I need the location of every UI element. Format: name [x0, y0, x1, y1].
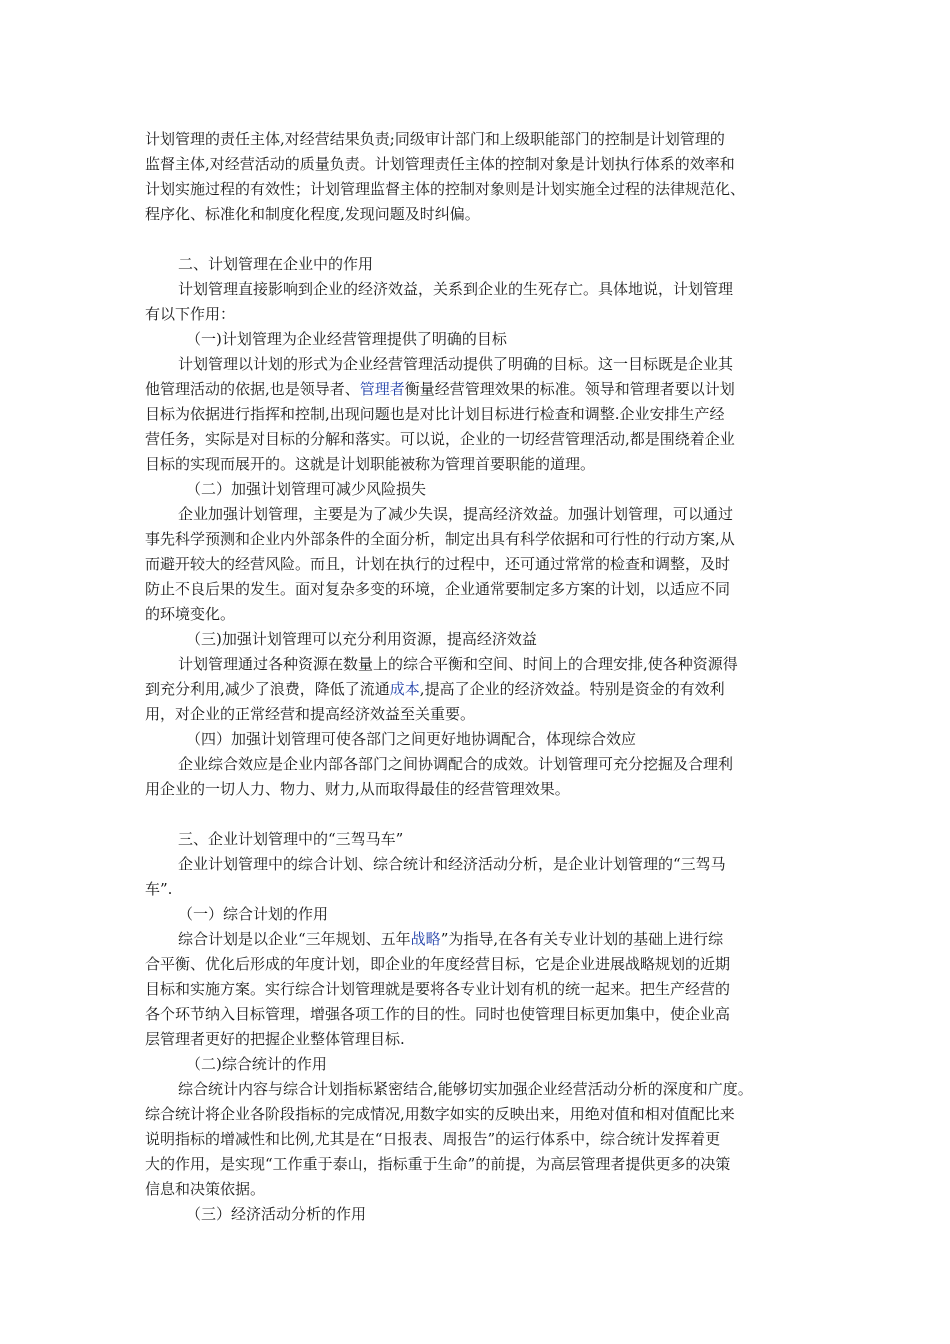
paragraph-line: 计划管理以计划的形式为企业经营管理活动提供了明确的目标。这一目标既是企业其 — [178, 355, 734, 373]
paragraph-line: 事先科学预测和企业内外部条件的全面分析，制定出具有科学依据和可行性的行动方案,从 — [145, 530, 735, 548]
subsection-heading: （二)综合统计的作用 — [186, 1055, 327, 1073]
link-cost[interactable]: 成本 — [389, 680, 420, 698]
subsection-heading: （三）经济活动分析的作用 — [186, 1205, 367, 1223]
paragraph-line: 有以下作用： — [145, 305, 236, 323]
paragraph-line: 营任务，实际是对目标的分解和落实。可以说，企业的一切经营管理活动,都是围绕着企业 — [145, 430, 735, 448]
paragraph-line: 的环境变化。 — [145, 605, 236, 623]
paragraph-line: 车”. — [145, 880, 173, 898]
link-strategy[interactable]: 战略 — [410, 930, 441, 948]
paragraph-line: 目标的实现而展开的。这就是计划职能被称为管理首要职能的道理。 — [145, 455, 596, 473]
paragraph-line: 大的作用，是实现“工作重于泰山，指标重于生命”的前提，为高层管理者提供更多的决策 — [145, 1155, 731, 1173]
paragraph-line: 用企业的一切人力、物力、财力,从而取得最佳的经营管理效果。 — [145, 780, 570, 798]
paragraph-line: 合平衡、优化后形成的年度计划，即企业的年度经营目标，它是企业进展战略规划的近期 — [145, 955, 731, 973]
text-run: 到充分利用,减少了浪费，降低了流通 — [145, 680, 390, 698]
section-heading: 二、计划管理在企业中的作用 — [178, 255, 374, 273]
link-manager[interactable]: 管理者 — [359, 380, 405, 398]
paragraph-line: 说明指标的增减性和比例,尤其是在“日报表、周报告”的运行体系中，综合统计发挥着更 — [145, 1130, 721, 1148]
paragraph-line: 层管理者更好的把握企业整体管理目标. — [145, 1030, 405, 1048]
paragraph-line: 用，对企业的正常经营和提高经济效益至关重要。 — [145, 705, 476, 723]
paragraph-line — [145, 677, 725, 701]
paragraph-line: 计划管理通过各种资源在数量上的综合平衡和空间、时间上的合理安排,使各种资源得 — [178, 655, 738, 673]
text-run: ,提高了企业的经济效益。特别是资金的有效利 — [419, 680, 725, 698]
text-run: 综合计划是以企业“三年规划、五年 — [178, 930, 411, 948]
paragraph-line: 各个环节纳入目标管理，增强各项工作的目的性。同时也使管理目标更加集中，使企业高 — [145, 1005, 731, 1023]
paragraph-line — [145, 377, 735, 401]
paragraph-line — [178, 927, 723, 951]
text-run: 他管理活动的依据,也是领导者、 — [145, 380, 360, 398]
paragraph-line: 综合统计内容与综合计划指标紧密结合,能够切实加强企业经营活动分析的深度和广度。 — [178, 1080, 753, 1098]
paragraph-line: 信息和决策依据。 — [145, 1180, 266, 1198]
paragraph-line: 计划管理直接影响到企业的经济效益，关系到企业的生死存亡。具体地说，计划管理 — [178, 280, 734, 298]
paragraph-line: 程序化、标准化和制度化程度,发现问题及时纠偏。 — [145, 205, 480, 223]
paragraph-line: 企业计划管理中的综合计划、综合统计和经济活动分析，是企业计划管理的“三驾马 — [178, 855, 726, 873]
subsection-heading: （四）加强计划管理可使各部门之间更好地协调配合，体现综合效应 — [186, 730, 637, 748]
subsection-heading: （三)加强计划管理可以充分利用资源，提高经济效益 — [186, 630, 537, 648]
subsection-heading: （一)计划管理为企业经营管理提供了明确的目标 — [186, 330, 507, 348]
paragraph-line: 而避开较大的经营风险。而且，计划在执行的过程中，还可通过常常的检查和调整，及时 — [145, 555, 731, 573]
paragraph-line: 综合统计将企业各阶段指标的完成情况,用数字如实的反映出来，用绝对值和相对值配比来 — [145, 1105, 735, 1123]
paragraph-line: 企业综合效应是企业内部各部门之间协调配合的成效。计划管理可充分挖掘及合理利 — [178, 755, 734, 773]
paragraph-line: 计划管理的责任主体,对经营结果负责;同级审计部门和上级职能部门的控制是计划管理的 — [145, 130, 725, 148]
subsection-heading: （一）综合计划的作用 — [178, 905, 329, 923]
paragraph-line: 监督主体,对经营活动的质量负责。计划管理责任主体的控制对象是计划执行体系的效率和 — [145, 155, 735, 173]
paragraph-line: 计划实施过程的有效性；计划管理监督主体的控制对象则是计划实施全过程的法律规范化、 — [145, 180, 746, 198]
text-run: ”为指导,在各有关专业计划的基础上进行综 — [440, 930, 724, 948]
paragraph-line: 防止不良后果的发生。面对复杂多变的环境，企业通常要制定多方案的计划，以适应不同 — [145, 580, 731, 598]
paragraph-line: 目标和实施方案。实行综合计划管理就是要将各专业计划有机的统一起来。把生产经营的 — [145, 980, 731, 998]
section-heading: 三、企业计划管理中的“三驾马车” — [178, 830, 404, 848]
paragraph-line: 企业加强计划管理，主要是为了减少失误，提高经济效益。加强计划管理，可以通过 — [178, 505, 734, 523]
paragraph-line: 目标为依据进行指挥和控制,出现问题也是对比计划目标进行检查和调整.企业安排生产经 — [145, 405, 725, 423]
text-run: 衡量经营管理效果的标准。领导和管理者要以计划 — [404, 380, 735, 398]
subsection-heading: （二）加强计划管理可减少风险损失 — [186, 480, 427, 498]
